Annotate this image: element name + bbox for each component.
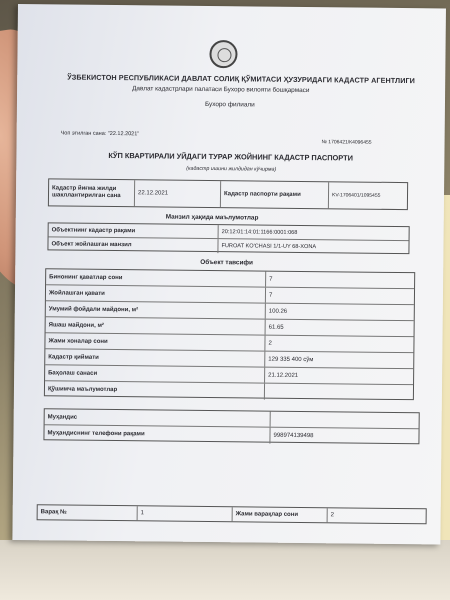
- print-date: Чоп этилган сана: "22.12.2021": [60, 130, 140, 138]
- cadastral-value-value: 129 335 400 сўм: [268, 356, 314, 363]
- table-row: [45, 381, 413, 401]
- document-number: № 1706421/К4096455: [321, 139, 372, 146]
- location-value: FUROAT KO'CHASI 1/1-UY 68-XONA: [221, 243, 317, 251]
- engineer-label: Муҳандис: [45, 409, 271, 426]
- engineer-phone-label: Муҳандиснинг телефони рақами: [44, 425, 270, 443]
- agency-title: ЎЗБЕКИСТОН РЕСПУБЛИКАСИ ДАВЛАТ СОЛИҚ ҚЎМИТАСИ ҲУЗУРИДАГИ КАДАСТР АГЕНТЛИГИ: [67, 72, 415, 86]
- location-label: Объект жойлашган манзил: [48, 237, 218, 253]
- document-title: КЎП КВАРТИРАЛИ УЙДАГИ ТУРАР ЖОЙНИНГ КАДАСТР ПАСПОРТИ: [108, 150, 354, 163]
- state-emblem-icon: [209, 40, 237, 68]
- floor-label: Жойлашган қавати: [46, 285, 266, 302]
- passport-number-value: KV-1706401/1095455: [331, 192, 381, 199]
- rooms-label: Жами хоналар сони: [45, 333, 265, 350]
- object-section-title: Объект тавсифи: [200, 258, 253, 267]
- formation-date-value: 22.12.2021: [135, 180, 221, 207]
- living-area-label: Яшаш майдони, м²: [46, 317, 266, 334]
- formation-date-label: Кадастр йиғма жилди шакллантирилган сана: [49, 179, 135, 206]
- passport-number-label: Кадастр паспорти рақами: [221, 181, 329, 208]
- address-table: [47, 222, 409, 254]
- living-area-value: 61.65: [268, 324, 284, 331]
- total-area-label: Умумий фойдали майдони, м²: [46, 301, 266, 318]
- cadastral-number-value: 20:12:01:14:01:1166:0001:068: [221, 228, 298, 236]
- cadastral-value-label: Кадастр қиймати: [45, 349, 265, 366]
- document-subtitle: (кадастр ишини жилдидан кўчирма): [186, 165, 277, 173]
- rooms-value: 2: [268, 340, 272, 347]
- total-sheets-label: Жами варақлар сони: [233, 507, 328, 522]
- fabric-background: [0, 540, 450, 600]
- engineer-phone-value: 998974139498: [273, 432, 314, 440]
- footer-table: [37, 504, 427, 524]
- total-area-value: 100.26: [268, 308, 288, 315]
- address-section-title: Манзил ҳақида маълумотлар: [165, 213, 259, 222]
- engineer-table: [43, 408, 419, 444]
- floors-label: Бинонинг қаватлар сони: [46, 269, 266, 286]
- top-info-table: [48, 178, 408, 210]
- additional-info-label: Қўшимча маълумотлар: [45, 381, 265, 399]
- sheet-number-value: 1: [138, 506, 233, 521]
- cadastral-passport-document: [12, 4, 446, 544]
- chamber-name: Давлат кадастрлари палатаси Бухоро вилояти бошқармаси: [132, 85, 310, 95]
- valuation-date-value: 21.12.2021: [268, 372, 299, 379]
- cadastral-number-label: Объектнинг кадастр рақами: [49, 223, 219, 238]
- sheet-number-label: Варақ №: [38, 505, 138, 520]
- additional-info-value: [265, 384, 415, 402]
- valuation-date-label: Баҳолаш санаси: [45, 365, 265, 382]
- object-description-table: [44, 268, 415, 400]
- floors-value: 7: [269, 276, 273, 283]
- branch-name: Бухоро филиали: [204, 100, 255, 109]
- floor-value: 7: [268, 292, 273, 299]
- engineer-value: [271, 412, 421, 429]
- total-sheets-value: 2: [330, 512, 335, 519]
